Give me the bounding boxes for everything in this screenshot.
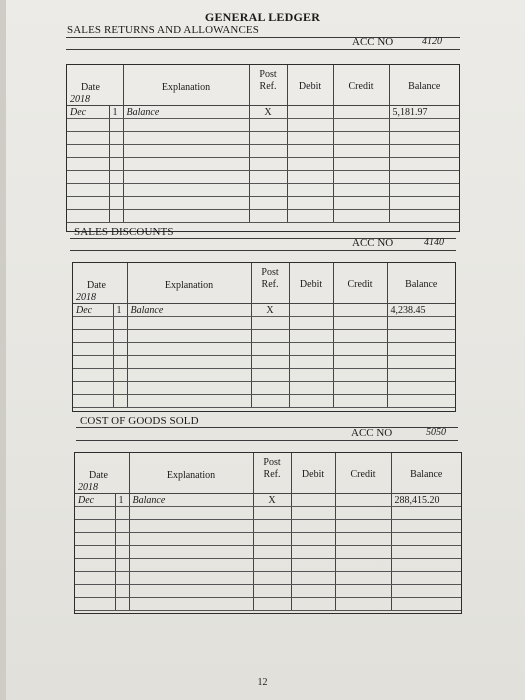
post-ref-cell: X [253,494,291,507]
day-cell: 1 [109,106,123,119]
table-row [75,585,461,598]
debit-cell [287,106,333,119]
acc-no-rule [76,440,458,441]
balance-cell: 4,238.45 [387,304,455,317]
cell [389,93,459,106]
cell [123,93,249,106]
year-cell: 2018 [67,93,123,106]
balance-cell: 288,415.20 [391,494,461,507]
explanation-cell: Balance [123,106,249,119]
account-name-underline [76,427,458,428]
explanation-cell: Balance [127,304,251,317]
credit-cell [333,106,389,119]
table-row [67,132,459,145]
table-row [75,559,461,572]
header-date: Date [81,82,100,93]
table-row [73,356,455,369]
table-row [67,119,459,132]
post-ref-cell: X [249,106,287,119]
account-name-cogs: COST OF GOODS SOLD [80,415,199,427]
cell [391,481,461,494]
header-credit: Credit [333,65,389,93]
cell [333,93,389,106]
ledger-table-cogs [74,452,462,614]
table-row [73,369,455,382]
header-explanation: Explanation [129,453,253,481]
header-balance: Balance [391,453,461,481]
acc-no-label: ACC NO [351,427,393,439]
acc-no-value: 4140 [424,237,444,248]
header-credit: Credit [335,453,391,481]
month-cell: Dec [73,304,113,317]
header-credit: Credit [333,263,387,291]
header-debit: Debit [291,453,335,481]
cell [129,481,253,494]
ledger-table-sales-returns [66,64,460,232]
table-row [73,343,455,356]
cell [387,291,455,304]
header-date: Date [89,470,108,481]
table-row [67,210,459,223]
ref-label: Ref. [261,279,279,290]
table-row [75,546,461,559]
table-row [75,572,461,585]
acc-no-value: 4120 [422,36,442,47]
page-title: GENERAL LEDGER [204,10,321,24]
header-date: Date [87,280,106,291]
post-label: Post [261,267,279,278]
day-cell: 1 [113,304,127,317]
header-balance: Balance [389,65,459,93]
table-header-row [75,453,461,481]
acc-no-label: ACC NO [352,237,394,249]
header-post-ref [251,263,289,291]
acc-no-rule [70,250,456,251]
cell [253,481,291,494]
credit-cell [335,494,391,507]
entry-row [73,304,455,317]
table-row [67,171,459,184]
acc-no-rule [66,49,460,50]
page-number: 12 [257,677,268,688]
cell [249,93,287,106]
year-row [73,291,455,304]
post-ref-cell: X [251,304,289,317]
year-cell: 2018 [73,291,127,304]
table-row [73,395,455,408]
cell [291,481,335,494]
table-row [67,197,459,210]
account-name-sales-returns: SALES RETURNS AND ALLOWANCES [67,24,259,36]
table-header-row [73,263,455,291]
table-row [73,382,455,395]
account-name-sales-discounts: SALES DISCOUNTS [74,226,174,238]
table-row [75,533,461,546]
table-row [67,145,459,158]
cell [333,291,387,304]
balance-cell: 5,181.97 [389,106,459,119]
entry-row [75,494,461,507]
cell [127,291,251,304]
header-debit: Debit [287,65,333,93]
header-debit: Debit [289,263,333,291]
month-cell: Dec [75,494,115,507]
year-row [75,481,461,494]
table-row [67,158,459,171]
day-cell: 1 [115,494,129,507]
debit-cell [289,304,333,317]
entry-row [67,106,459,119]
table-row [73,330,455,343]
ref-label: Ref. [259,81,277,92]
header-post-ref [253,453,291,481]
post-label: Post [263,457,281,468]
table-row [75,520,461,533]
table-row [75,598,461,611]
account-name-underline [70,238,456,239]
table-row [75,507,461,520]
post-label: Post [259,69,277,80]
table-header-row [67,65,459,93]
month-cell: Dec [67,106,109,119]
header-explanation: Explanation [123,65,249,93]
acc-no-label: ACC NO [352,36,394,48]
explanation-cell: Balance [129,494,253,507]
cell [289,291,333,304]
ref-label: Ref. [263,469,281,480]
acc-no-value: 5050 [426,427,446,438]
account-name-underline [66,37,460,38]
cell [335,481,391,494]
ledger-table-sales-discounts [72,262,456,412]
debit-cell [291,494,335,507]
cell [287,93,333,106]
year-row [67,93,459,106]
credit-cell [333,304,387,317]
cell [251,291,289,304]
header-explanation: Explanation [127,263,251,291]
table-row [73,317,455,330]
table-row [67,184,459,197]
header-post-ref [249,65,287,93]
header-balance: Balance [387,263,455,291]
year-cell: 2018 [75,481,129,494]
